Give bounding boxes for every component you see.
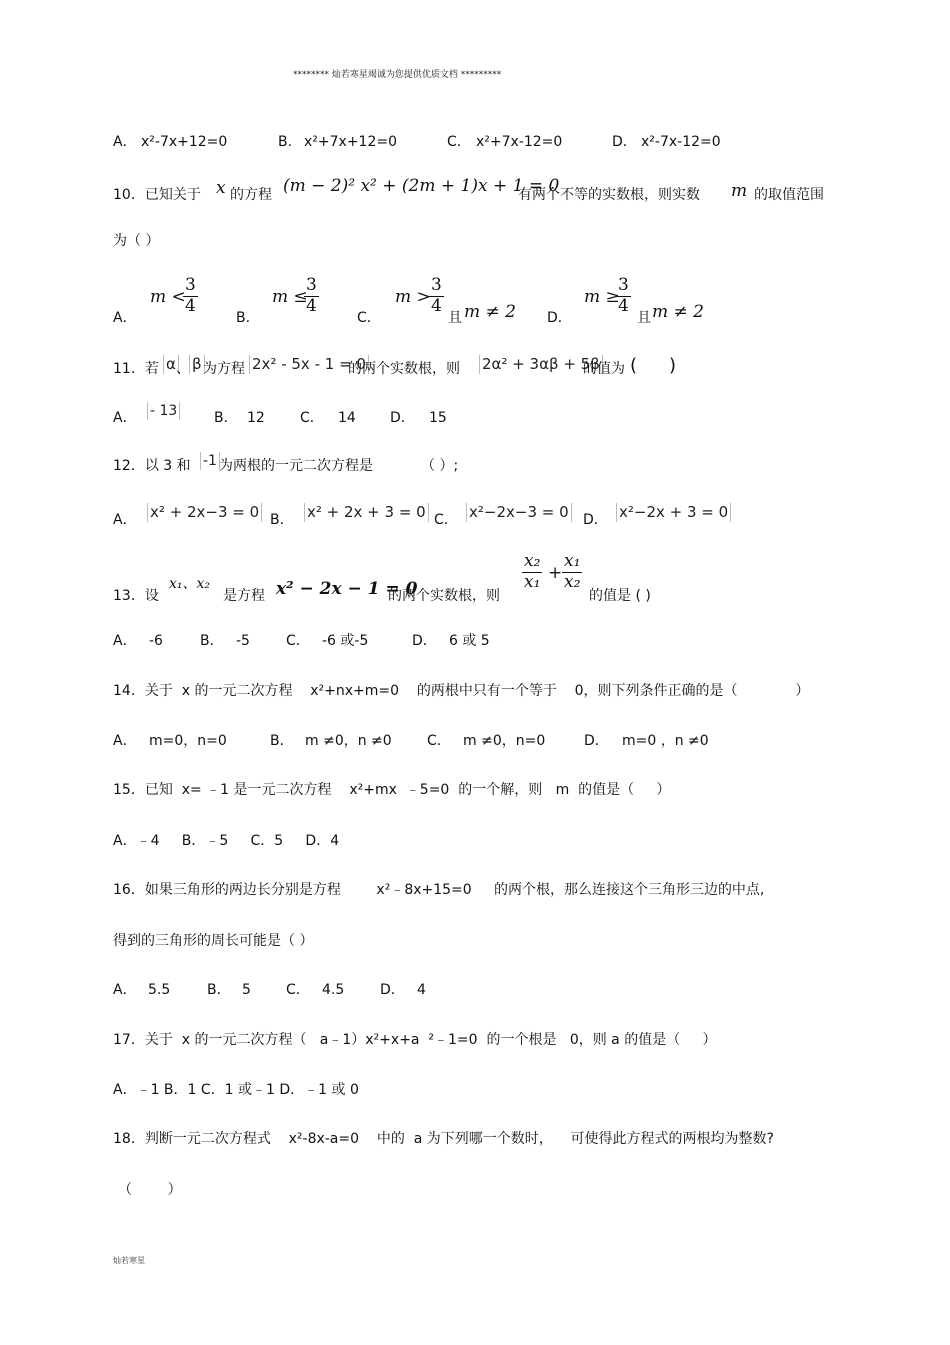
option-b-value: 5: [242, 982, 251, 998]
q18-stem: 18．判断一元二次方程式 x²-8x-a=0 中的 a 为下列哪一个数时， 可使得此方程式的两根均为整数?: [113, 1131, 774, 1147]
q11-beta: β: [189, 355, 205, 374]
option-a-lhs: m <: [150, 287, 186, 307]
q11-alpha: α: [163, 355, 179, 374]
option-a-label: A．: [113, 733, 137, 749]
q10-stem-2: 的方程: [230, 187, 272, 203]
q10-var-m: m: [731, 181, 748, 201]
option-a-value: 5.5: [148, 982, 171, 998]
q17-stem: 17．关于 x 的一元二次方程（ a﹣1）x²+x+a ²﹣1=0 的一个根是 0，则 a 的值是（ ）: [113, 1032, 717, 1048]
option-d-label: D．: [412, 633, 437, 649]
q13-variables: x₁、x₂: [169, 576, 211, 592]
option-c-value: 14: [338, 410, 356, 426]
fraction-denominator: x₁: [524, 571, 541, 592]
q15-stem: 15．已知 x= ﹣1 是一元二次方程 x²+mx ﹣5=0 的一个解，则 m 的值是（ ）: [113, 782, 671, 798]
option-a-value: m=0，n=0: [149, 733, 227, 749]
option-c-fraction: [429, 277, 444, 316]
option-d-value: 6 或 5: [449, 633, 490, 649]
fraction-denominator: 4: [431, 295, 442, 316]
fraction-denominator: 4: [185, 295, 196, 316]
option-d-lhs: m ≥: [584, 287, 620, 307]
q13-fraction-1: [522, 553, 542, 592]
q10-stem-3: 有两个不等的实数根，则实数: [518, 187, 700, 203]
option-c-value: -6 或-5: [322, 633, 369, 649]
fraction-denominator: 4: [618, 295, 629, 316]
option-c-label: C．: [300, 410, 324, 426]
q15-options: A．﹣4 B．﹣5 C．5 D．4: [113, 833, 340, 849]
option-d-label: D．: [612, 134, 637, 150]
page-header: ******** 灿若寒星竭诚为您提供优质文档 *********: [293, 70, 502, 80]
q10-stem-4: 的取值范围: [754, 187, 824, 203]
option-b-value: 12: [247, 410, 265, 426]
fraction-numerator: 3: [185, 275, 196, 295]
option-b-label: B．: [207, 982, 231, 998]
q13-stem-1: 13．设: [113, 588, 159, 604]
q13-stem-4: 的值是 ( ): [589, 588, 651, 604]
option-c-label: C．: [447, 134, 471, 150]
option-c-condition: m ≠ 2: [464, 302, 516, 322]
option-a-label: A．: [113, 982, 137, 998]
fraction-numerator: 3: [306, 275, 317, 295]
option-c-label: C．: [434, 512, 458, 528]
option-b-label: B．: [214, 410, 238, 426]
q13-stem-2: 是方程: [223, 588, 265, 604]
option-b-lhs: m ≤: [272, 287, 308, 307]
option-a-value: - 13: [147, 402, 180, 420]
q10-var-x: x: [216, 178, 226, 198]
q16-stem: 16．如果三角形的两边长分别是方程 x²﹣8x+15=0 的两个根，那么连接这个三角形三边的中点,: [113, 882, 765, 898]
q12-stem-1: 12．以 3 和: [113, 458, 191, 474]
q11-stem-2: 为方程: [203, 361, 245, 377]
option-b-label: B.: [236, 310, 251, 326]
q12-stem-2: 为两根的一元二次方程是: [219, 458, 373, 474]
q11-expression: 2α² + 3αβ + 5β: [479, 355, 603, 374]
q11-stem-1: 11．若: [113, 361, 159, 377]
q10-stem-1: 10．已知关于: [113, 187, 201, 203]
fraction-denominator: 4: [306, 295, 317, 316]
option-c-label: C．: [286, 633, 310, 649]
option-d-condition: m ≠ 2: [652, 302, 704, 322]
option-b-expr: x²+7x+12=0: [304, 134, 398, 150]
option-a-label: A．: [113, 512, 137, 528]
option-d-label: D．: [584, 733, 609, 749]
option-c-value: m ≠0，n=0: [463, 733, 546, 749]
option-a-label: A．: [113, 633, 137, 649]
page-footer: 灿若寒星: [113, 1256, 145, 1265]
option-c-lhs: m >: [395, 287, 431, 307]
option-c-and: 且: [448, 310, 462, 326]
q16-stem-line2: 得到的三角形的周长可能是（ ）: [113, 933, 314, 949]
option-d-label: D．: [380, 982, 405, 998]
option-c-value: 4.5: [322, 982, 345, 998]
q11-paren-left: (: [630, 355, 638, 376]
option-d-value: 15: [429, 410, 447, 426]
option-a-label: A．: [113, 310, 137, 326]
option-d-value: 4: [417, 982, 426, 998]
fraction-numerator: x₂: [524, 551, 541, 571]
option-d-label: D．: [390, 410, 415, 426]
q11-paren-right: ): [669, 355, 677, 376]
q12-root: -1: [200, 452, 220, 470]
option-b-value: -5: [236, 633, 250, 649]
q14-stem: 14．关于 x 的一元二次方程 x²+nx+m=0 的两根中只有一个等于 0，则下列条件正确的是（ ）: [113, 683, 810, 699]
q17-options: A．﹣1 B．1 C．1 或﹣1 D．﹣1 或 0: [113, 1082, 359, 1098]
option-a-expr: x²-7x+12=0: [141, 134, 228, 150]
option-c-label: C．: [427, 733, 451, 749]
q13-plus: +: [548, 563, 563, 583]
q11-equation: 2x² - 5x - 1 = 0: [249, 355, 369, 374]
option-b-label: B．: [200, 633, 224, 649]
q11-separator: 、: [176, 361, 190, 377]
option-b-fraction: [304, 277, 319, 316]
option-b-expr: x² + 2x + 3 = 0: [304, 503, 429, 522]
q13-equation: x² − 2x − 1 = 0: [276, 579, 418, 599]
fraction-numerator: x₁: [564, 551, 581, 571]
option-b-label: B．: [270, 512, 294, 528]
option-d-label: D．: [583, 512, 608, 528]
q10-equation: (m − 2)² x² + (2m + 1)x + 1 = 0: [283, 176, 560, 196]
q13-stem-3: 的两个实数根，则: [388, 588, 500, 604]
option-b-value: m ≠0，n ≠0: [305, 733, 392, 749]
q12-blank: （ ）;: [421, 458, 459, 474]
q11-stem-3: 的两个实数根，则: [348, 361, 460, 377]
option-c-expr: x²−2x−3 = 0: [466, 503, 572, 522]
option-d-expr: x²−2x + 3 = 0: [616, 503, 731, 522]
fraction-numerator: 3: [618, 275, 629, 295]
option-c-expr: x²+7x-12=0: [476, 134, 563, 150]
q11-stem-4: 的值为: [583, 361, 625, 377]
option-a-label: A．: [113, 410, 137, 426]
q10-stem-line2: 为（ ）: [113, 233, 160, 249]
option-a-expr: x² + 2x−3 = 0: [147, 503, 262, 522]
option-a-fraction: [183, 277, 198, 316]
option-d-expr: x²-7x-12=0: [641, 134, 721, 150]
option-d-label: D．: [547, 310, 572, 326]
option-d-fraction: [616, 277, 631, 316]
fraction-numerator: 3: [431, 275, 442, 295]
fraction-denominator: x₂: [564, 571, 581, 592]
option-a-value: -6: [149, 633, 163, 649]
option-c-label: C．: [286, 982, 310, 998]
q13-fraction-2: [562, 553, 582, 592]
option-d-value: m=0 ，n ≠0: [622, 733, 709, 749]
option-d-and: 且: [637, 310, 651, 326]
option-a-label: A．: [113, 134, 137, 150]
option-c-label: C．: [357, 310, 381, 326]
option-b-label: B．: [270, 733, 294, 749]
q18-stem-line2: （ ）: [118, 1182, 182, 1198]
option-b-label: B.: [278, 134, 293, 150]
